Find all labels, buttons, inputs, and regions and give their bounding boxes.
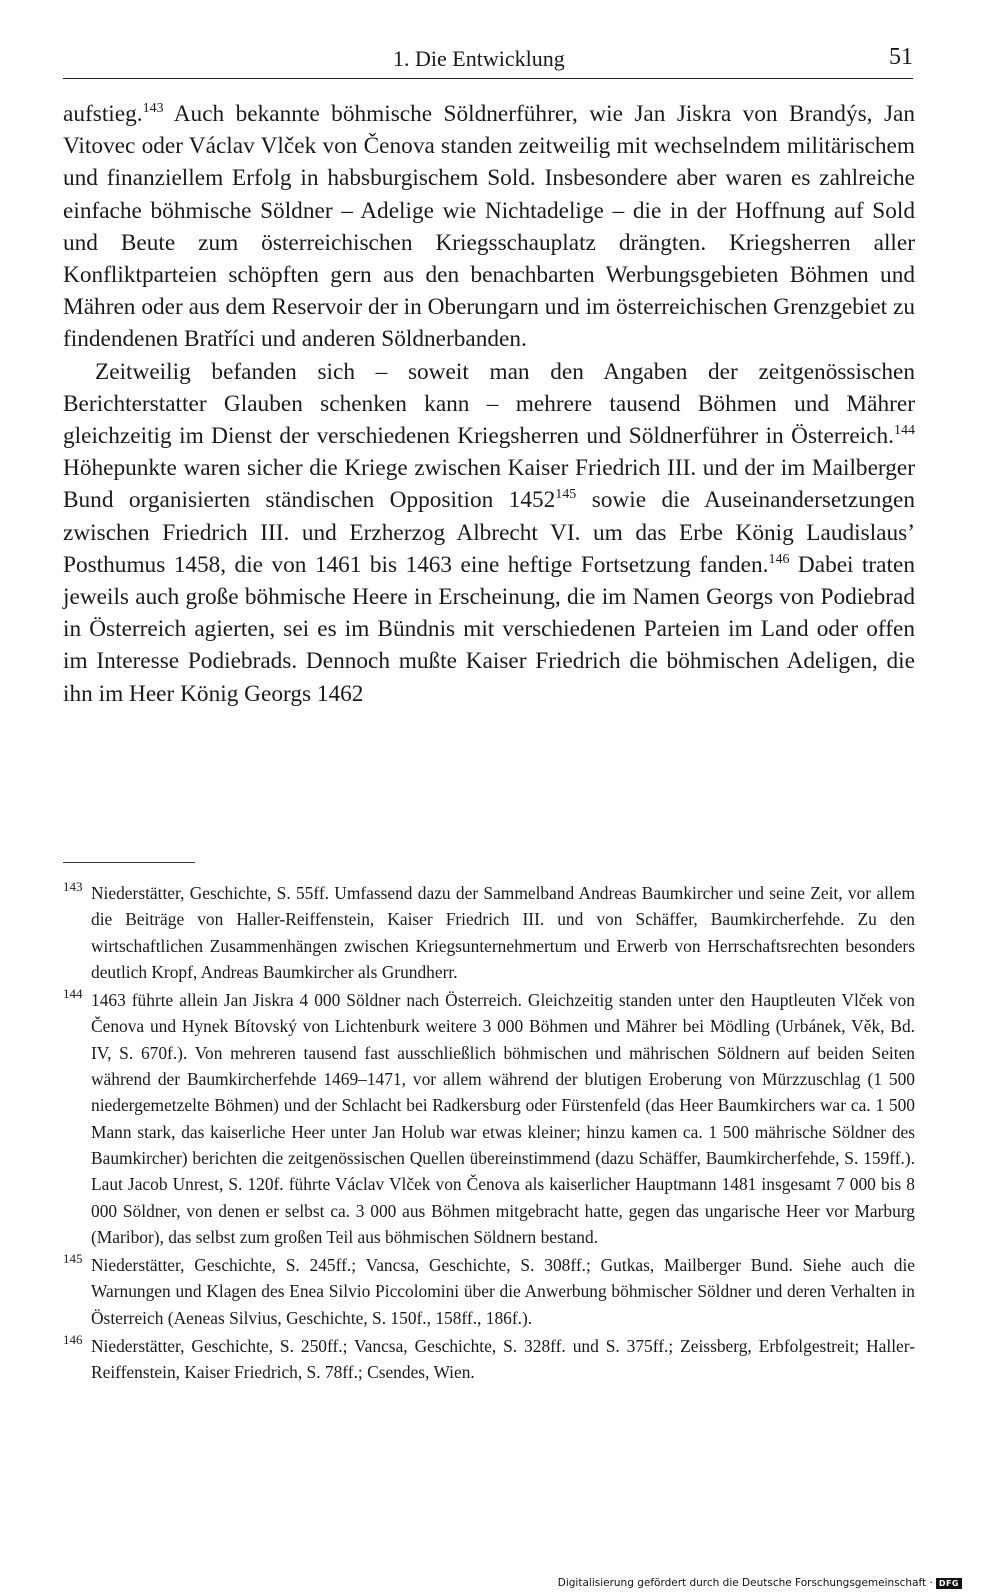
paragraph [63,98,915,356]
chapter-title: 1. Die Entwicklung [393,46,565,71]
footnote-rule [63,862,195,863]
text-run: Dabei traten jeweils auch große böhmische Heere in Erscheinung, die im Namen Georgs von Podiebrad in Österreich agierten, sei es im Bündnis mit verschiedenen Parteien im Land oder offen im Interesse Podiebrads. Dennoch mußte Kaiser Friedrich die böhmischen Adeligen, die ihn im Heer König Georgs 1462 [63,551,915,707]
running-header [63,42,913,79]
footnote-number: 144 [63,986,83,1002]
footnote-text: Niederstätter, Geschichte, S. 245ff.; Vancsa, Geschichte, S. 308ff.; Gutkas, Mailberger Bund. Siehe auch die Warnungen und Klagen des Enea Silvio Piccolomini über die Anwerbung böhmischer Söldner und deren Verhalten in Österreich (Aeneas Silvius, Geschichte, S. 150f., 158ff., 186f.). [91,1255,915,1328]
footnote-ref: 144 [894,423,915,439]
footnote-number: 145 [63,1251,83,1267]
footnote [63,880,915,985]
footnote-ref: 143 [142,101,164,117]
footnote-text: Niederstätter, Geschichte, S. 250ff.; Vancsa, Geschichte, S. 328ff. und S. 375ff.; Zeissberg, Erbfolgestreit; Haller-Reiffenstein, Kaiser Friedrich, S. 78ff.; Csendes, Wien. [91,1336,915,1383]
text-run: Auch bekannte böhmische Söldnerführer, wie Jan Jiskra von Brandýs, Jan Vitovec oder Václav Vlček von Čenova standen zeitweilig mit wechselndem militärischem und finanziellem Erfolg in habsburgischem Sold. Insbesondere aber waren es zahlreiche einfache böhmische Söldner – Adelige wie Nichtadelige – die in der Hoffnung auf Sold und Beute zum österreichischen Kriegsschauplatz drängten. Kriegsherren aller Konfliktparteien schöpften gern aus den benachbarten Werbungsgebieten Böhmen und Mähren oder aus dem Reservoir der in Oberungarn und im österreichischen Grenzgebiet zu findendenen Bratříci und anderen Söldnerbanden. [63,101,915,353]
credit-text: Digitalisierung gefördert durch die Deutsche Forschungsgemeinschaft · [557,1577,933,1589]
footnote-ref: 145 [555,487,577,503]
page-number: 51 [889,44,913,70]
text-run: Zeitweilig befanden sich – soweit man den Angaben der zeitgenössischen Berichterstatter Glauben schenken kann – mehrere tausend Böhmen und Mährer gleichzeitig im Dienst der verschiedenen Kriegsherren und Söldnerführer in Österreich. [63,358,915,450]
footnote [63,1333,915,1386]
footnote-ref: 146 [768,552,790,568]
footnote-number: 146 [63,1332,83,1348]
text-run: Höhepunkte waren sicher die Kriege zwischen Kaiser Friedrich III. und der im Mailberger Bund organisierten ständischen Opposition 1452 [63,455,915,514]
text-run: aufstieg. [63,101,143,127]
dfg-logo: DFG [936,1578,962,1589]
footnotes [63,880,915,1388]
footnote [63,1252,915,1331]
footnote-text: Niederstätter, Geschichte, S. 55ff. Umfassend dazu der Sammelband Andreas Baumkircher und seine Zeit, vor allem die Beiträge von Haller-Reiffenstein, Kaiser Friedrich III. und von Schäffer, Baumkircherfehde. Zu den wirtschaftlichen Zusammenhängen zwischen Kriegsunternehmertum und Erwerb von Herrschaftsrechten besonders deutlich Kropf, Andreas Baumkircher als Grundherr. [91,883,915,982]
digitization-credit [558,1577,962,1589]
paragraph [63,356,915,710]
footnote [63,987,915,1250]
footnote-text: 1463 führte allein Jan Jiskra 4 000 Söldner nach Österreich. Gleichzeitig standen unter den Hauptleuten Vlček von Čenova und Hynek Bítovský von Lichtenburk weitere 3 000 Böhmen und Mährer bei Mödling (Urbánek, Věk, Bd. IV, S. 670f.). Von mehreren tausend fast ausschließlich böhmischen und mährischen Söldnern auf beiden Seiten während der Baumkircherfehde 1469–1471, vor allem während der blutigen Eroberung von Mürzzuschlag (1 500 niedergemetzelte Böhmen) und der Schlacht bei Radkersburg oder Fürstenfeld (das Heer Baumkirchers war ca. 1 500 Mann stark, das kaiserliche Heer unter Jan Holub war etwas kleiner; hinzu kamen ca. 1 500 mährische Söldner des Baumkircher) berichten die zeitgenössischen Quellen übereinstimmend (dazu Schäffer, Baumkircherfehde, S. 159ff.). Laut Jacob Unrest, S. 120f. führte Václav Vlček von Čenova als kaiserlicher Hauptmann 1481 insgesamt 7 000 bis 8 000 Söldner, von denen er selbst ca. 3 000 aus Böhmen mitgebracht hatte, gegen das ungarische Heer vor Marburg (Maribor), das selbst zum großen Teil aus böhmischen Söldnern bestand. [91,990,915,1247]
text-run: sowie die Auseinandersetzungen zwischen Friedrich III. und Erzherzog Albrecht VI. um das Erbe König Laudislaus’ Posthumus 1458, die von 1461 bis 1463 eine heftige Fortsetzung fanden. [63,487,916,578]
footnote-number: 143 [63,879,83,894]
main-text [63,98,915,710]
